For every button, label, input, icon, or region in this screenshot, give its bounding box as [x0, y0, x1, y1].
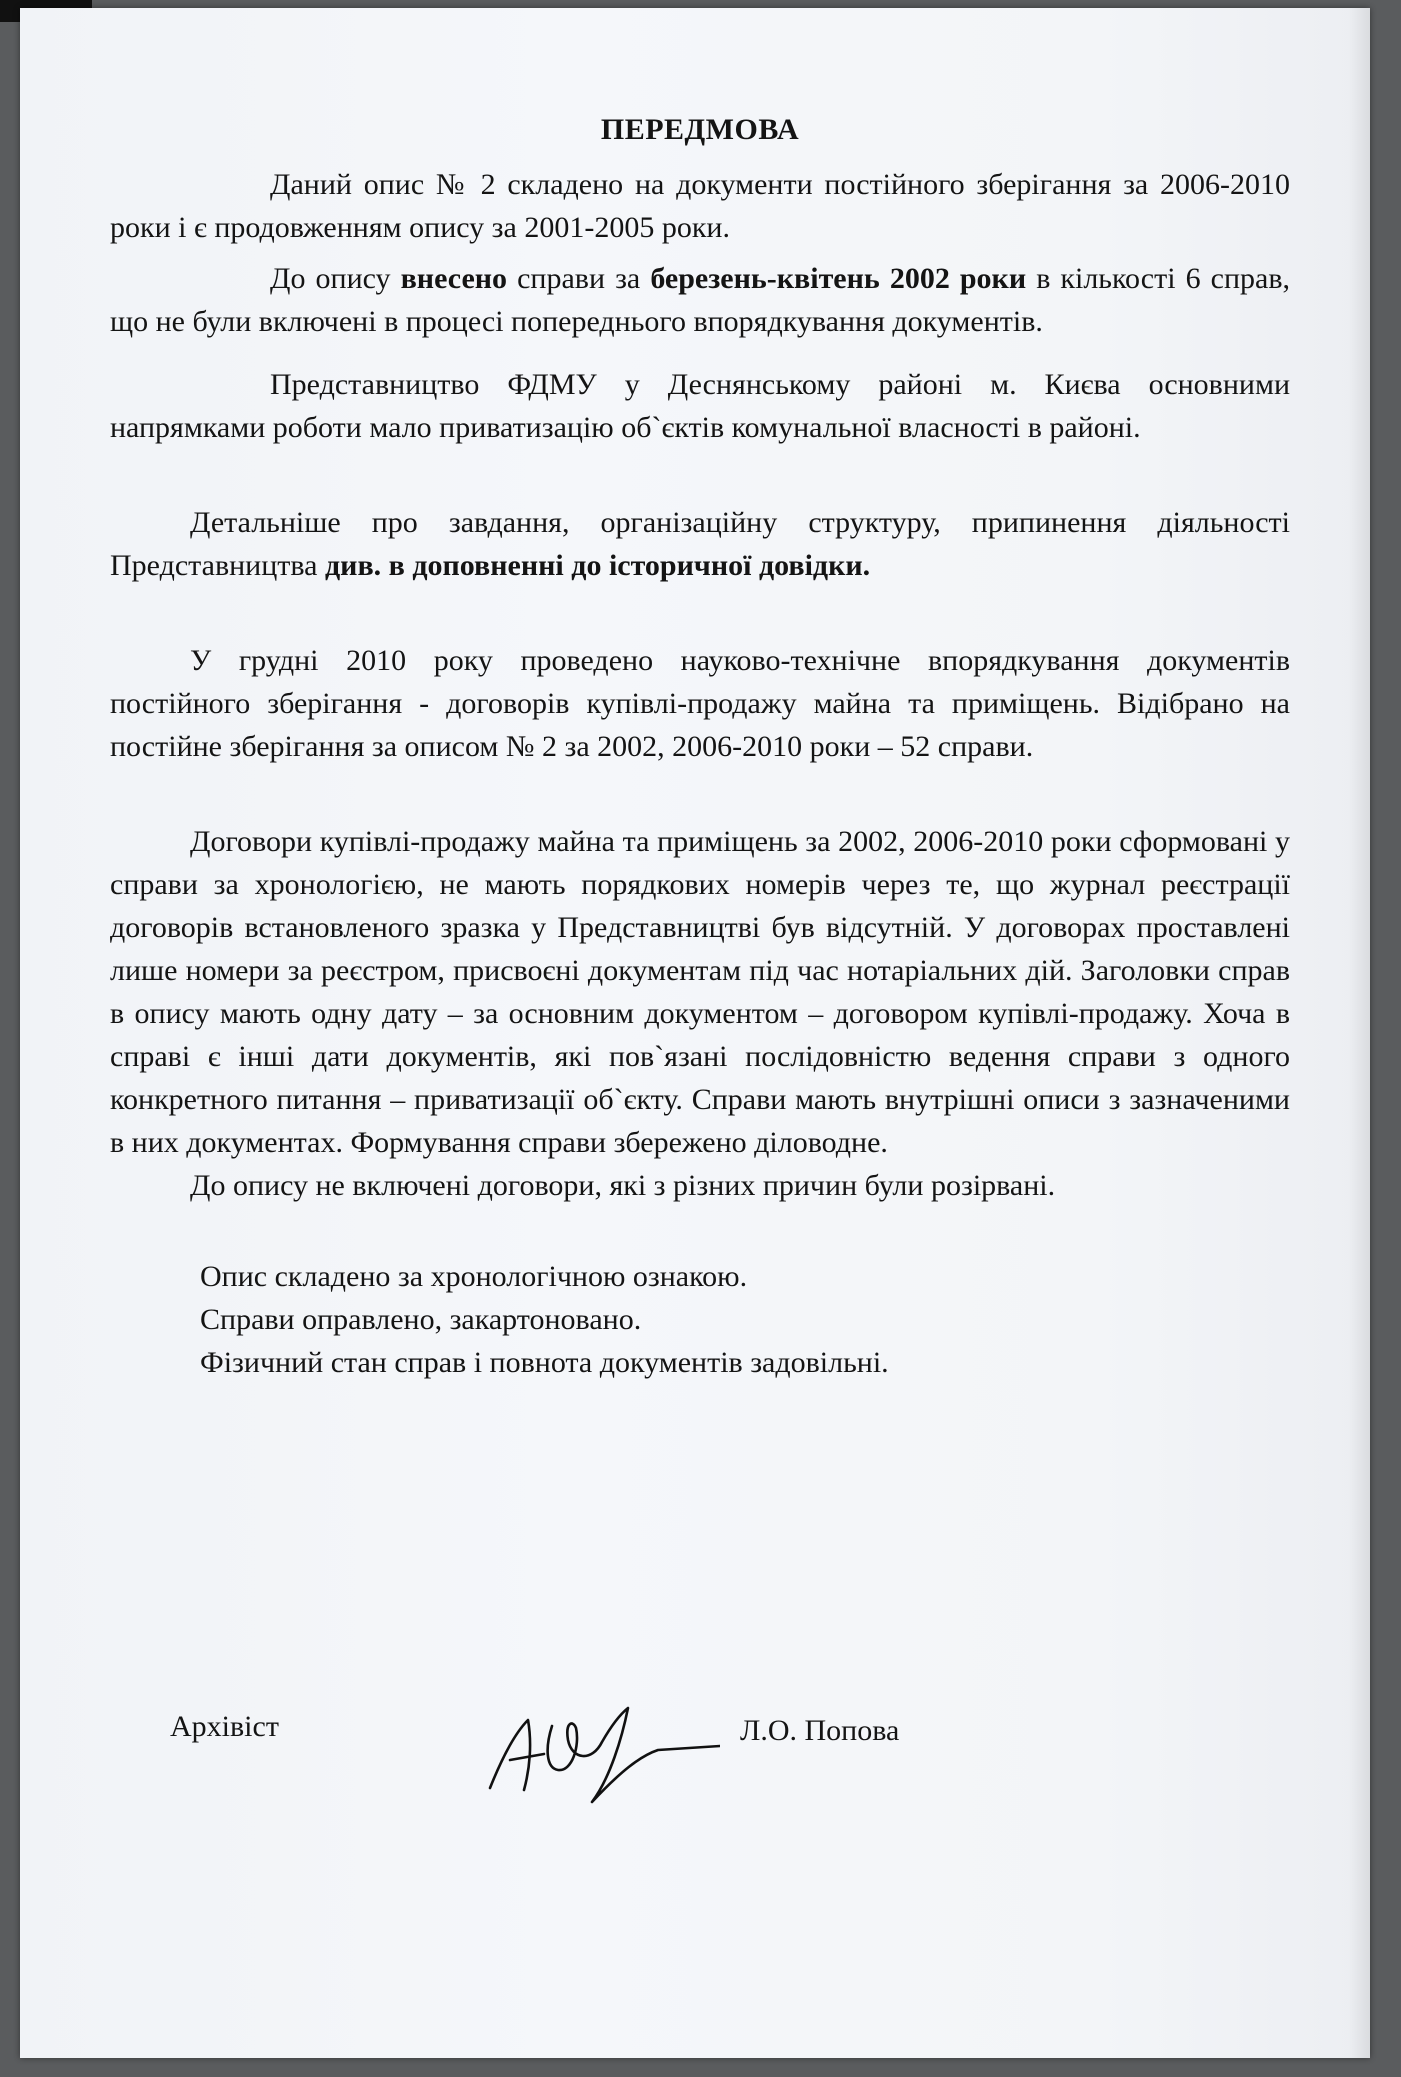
- paragraph-4: [110, 501, 1290, 587]
- signer-name: Л.О. Попова: [740, 1714, 900, 1747]
- paragraph-6: Договори купівлі-продажу майна та приміщень за 2002, 2006-2010 роки сформовані у справи за хронологією, не мають порядкових номерів через те, що журнал реєстрації договорів встановленого зразка у Представництві був відсутній. У договорах проставлені лише номери за реєстром, присвоєні документам під час нотаріальних дій. Заголовки справ в опису мають одну дату – за основним документом – договором купівлі-продажу. Хоча в справі є інші дати документів, які пов`язані послідовністю ведення справи з одного конкретного питання – приватизації об`єкту. Справи мають внутрішні описи з зазначеними в них документах. Формування справи збережено діловодне.: [110, 825, 1290, 1159]
- closing-line-3: Фізичний стан справ і повнота документів задовільні.: [200, 1346, 889, 1379]
- closing-line-2: Справи оправлено, закартоновано.: [200, 1303, 642, 1336]
- paragraph-4-text: Детальніше про завдання, організаційну структуру, припинення діяльності Представництва: [110, 506, 1290, 582]
- paragraph-2-bold-b: березень-квітень 2002 роки: [650, 262, 1027, 295]
- paragraph-2-text-b: справи за: [507, 262, 651, 295]
- paragraph-3: Представництво ФДМУ у Деснянському районі м. Києва основними напрямками роботи мало приватизацію об`єктів комунальної власності в районі.: [110, 368, 1290, 444]
- signature-block: [170, 1698, 1070, 1818]
- document-page: [20, 8, 1370, 2058]
- paragraph-2-text-a: До опису: [270, 262, 401, 295]
- document-body: [110, 108, 1290, 1384]
- closing-notes: [110, 1255, 1290, 1384]
- paragraph-1: Даний опис № 2 складено на документи постійного зберігання за 2006-2010 роки і є продовженням опису за 2001-2005 роки.: [110, 168, 1290, 244]
- paragraph-4-bold: див. в доповненні до історичної довідки.: [324, 549, 871, 582]
- paragraph-2-text-c: в кількості 6 справ, що не були включені в процесі попереднього впорядкування документів.: [110, 262, 1290, 338]
- page-edge-shadow: [1348, 8, 1370, 2058]
- paragraph-7: До опису не включені договори, які з різних причин були розірвані.: [190, 1169, 1056, 1202]
- paragraph-2: [110, 257, 1290, 343]
- paragraph-2-bold-a: внесено: [400, 262, 508, 295]
- closing-line-1: Опис складено за хронологічною ознакою.: [200, 1260, 748, 1293]
- paragraph-5: У грудні 2010 року проведено науково-технічне впорядкування документів постійного зберігання - договорів купівлі-продажу майна та приміщень. Відібрано на постійне зберігання за описом № 2 за 2002, 2006-2010 роки – 52 справи.: [110, 644, 1290, 763]
- document-title: ПЕРЕДМОВА: [600, 113, 800, 146]
- signer-role: Архівіст: [170, 1710, 279, 1743]
- handwritten-signature: [480, 1698, 720, 1808]
